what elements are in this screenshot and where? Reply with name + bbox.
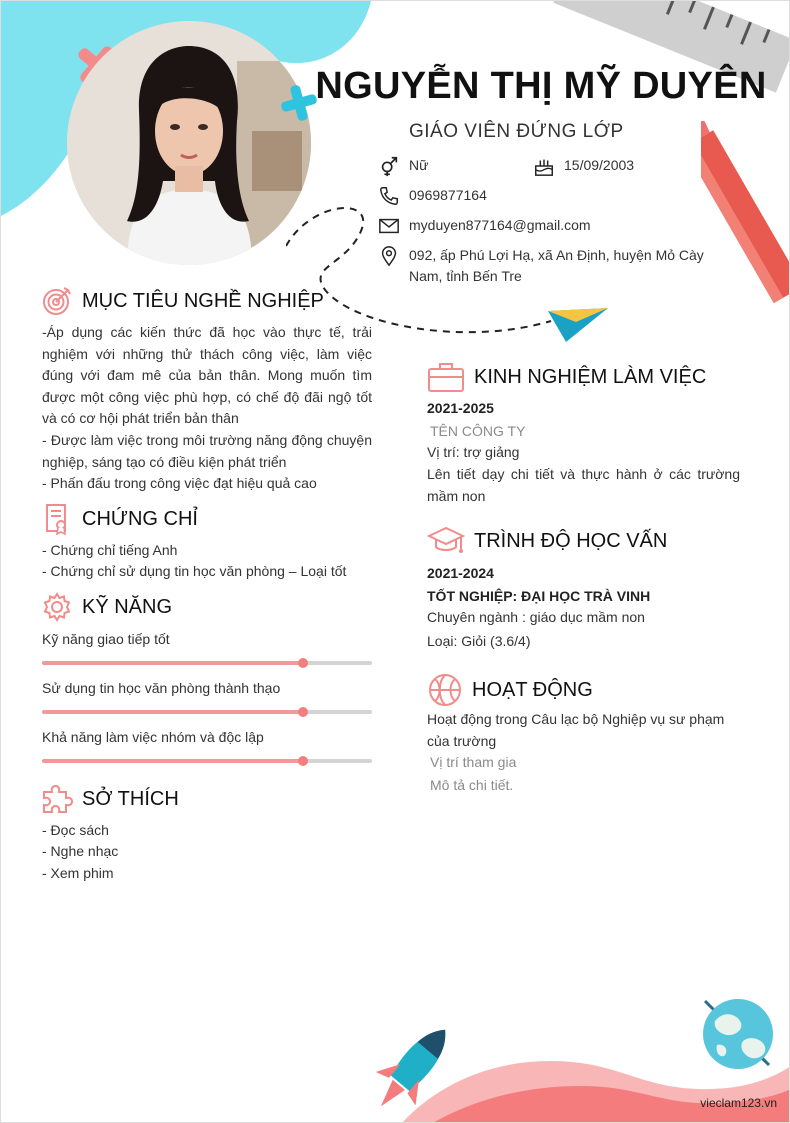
phone-icon <box>377 185 401 207</box>
hobby-item-1: - Đọc sách <box>42 822 109 838</box>
footer-brand: vieclam123.vn <box>700 1096 777 1110</box>
experience-description: Lên tiết dạy chi tiết và thực hành ở các trường mầm non <box>427 466 740 504</box>
skill-label-1: Kỹ năng giao tiếp tốt <box>42 631 170 647</box>
hobbies-section-title <box>41 783 179 815</box>
activities-section-title <box>427 672 593 708</box>
skill-fill-2 <box>42 710 303 714</box>
gear-icon <box>41 591 73 623</box>
certificate-item-1: - Chứng chỉ tiếng Anh <box>42 542 178 558</box>
briefcase-icon <box>427 361 465 393</box>
skill-knob-1 <box>298 658 308 668</box>
skill-label-3: Khả năng làm việc nhóm và độc lập <box>42 729 264 745</box>
objective-item-1: - Được làm việc trong môi trường năng động chuyện nghiệp, sáng tạo có điều kiện phát triển <box>42 432 372 470</box>
pencil-decoration <box>701 121 790 321</box>
education-school: TỐT NGHIỆP: ĐẠI HỌC TRÀ VINH <box>427 588 651 604</box>
address-value: 092, ấp Phú Lợi Hạ, xã An Định, huyện Mỏ Cày Nam, tỉnh Bến Tre <box>409 247 704 284</box>
basketball-icon <box>427 672 463 708</box>
education-grade: Loại: Giỏi (3.6/4) <box>427 633 531 649</box>
job-title: GIÁO VIÊN ĐỨNG LỚP <box>409 121 624 142</box>
skill-knob-3 <box>298 756 308 766</box>
certificate-icon <box>41 503 73 535</box>
profile-photo <box>67 21 311 265</box>
email-row <box>377 215 591 237</box>
objective-text: -Áp dụng các kiến thức đã học vào thực tế, trải nghiệm với những thử thách công việc, làm việc đúng với đam mê của bản thân. Mong muốn tìm được một công việc phù hợp, có chế độ đãi ngộ tốt và có cơ hội phát triển bản thân <box>42 324 372 426</box>
skills-section-title <box>41 591 172 623</box>
skill-bar-3 <box>42 759 372 763</box>
graduation-cap-icon <box>427 525 465 557</box>
hobbies-title-text: SỞ THÍCH <box>82 787 179 810</box>
birthday-value: 15/09/2003 <box>564 157 635 173</box>
globe-decoration <box>695 991 781 1077</box>
hobby-item-3: - Xem phim <box>42 865 114 881</box>
skill-bar-1 <box>42 661 372 665</box>
experience-company: TÊN CÔNG TY <box>430 423 526 439</box>
skill-bar-2 <box>42 710 372 714</box>
email-value[interactable]: myduyen877164@gmail.com <box>409 217 591 233</box>
skills-title-text: KỸ NĂNG <box>82 595 173 618</box>
objective-item-2: - Phấn đấu trong công việc đạt hiệu quả cao <box>42 475 317 491</box>
candidate-name: NGUYỄN THỊ MỸ DUYÊN <box>315 65 767 107</box>
experience-section-title <box>427 361 706 393</box>
location-icon <box>377 245 401 267</box>
phone-value[interactable]: 0969877164 <box>409 187 487 203</box>
email-icon <box>377 215 401 237</box>
phone-row <box>377 185 487 207</box>
objective-title-text: MỤC TIÊU NGHỀ NGHIỆP <box>82 289 324 312</box>
cake-icon <box>532 155 556 177</box>
skill-label-2: Sử dụng tin học văn phòng thành thạo <box>42 680 281 696</box>
certificates-title-text: CHỨNG CHỈ <box>82 507 198 530</box>
birthday-row <box>532 155 634 177</box>
skill-fill-3 <box>42 759 303 763</box>
certificates-section-title <box>41 503 198 535</box>
education-major: Chuyên ngành : giáo dục mầm non <box>427 609 645 625</box>
objective-section-title <box>41 285 324 317</box>
activities-description: Hoạt động trong Câu lạc bộ Nghiệp vụ sư phạm của trường <box>427 711 725 749</box>
activities-role: Vị trí tham gia <box>430 754 517 770</box>
rocket-decoration <box>363 1013 463 1123</box>
education-period: 2021-2024 <box>427 565 494 581</box>
hobby-item-2: - Nghe nhạc <box>42 843 119 859</box>
certificate-item-2: - Chứng chỉ sử dụng tin học văn phòng – Loại tốt <box>42 563 347 579</box>
skill-knob-2 <box>298 707 308 717</box>
experience-period: 2021-2025 <box>427 400 494 416</box>
education-title-text: TRÌNH ĐỘ HỌC VẤN <box>474 529 668 552</box>
education-section-title <box>427 525 667 557</box>
target-icon <box>41 285 73 317</box>
puzzle-icon <box>41 783 73 815</box>
activities-title-text: HOẠT ĐỘNG <box>472 678 593 701</box>
skill-fill-1 <box>42 661 303 665</box>
address-row <box>377 245 707 287</box>
gender-icon <box>377 155 401 177</box>
activities-detail: Mô tả chi tiết. <box>430 777 514 793</box>
gender-row <box>377 155 428 177</box>
experience-title-text: KINH NGHIỆM LÀM VIỆC <box>474 365 707 388</box>
gender-value: Nữ <box>409 157 429 173</box>
experience-position: Vị trí: trợ giảng <box>427 444 520 460</box>
